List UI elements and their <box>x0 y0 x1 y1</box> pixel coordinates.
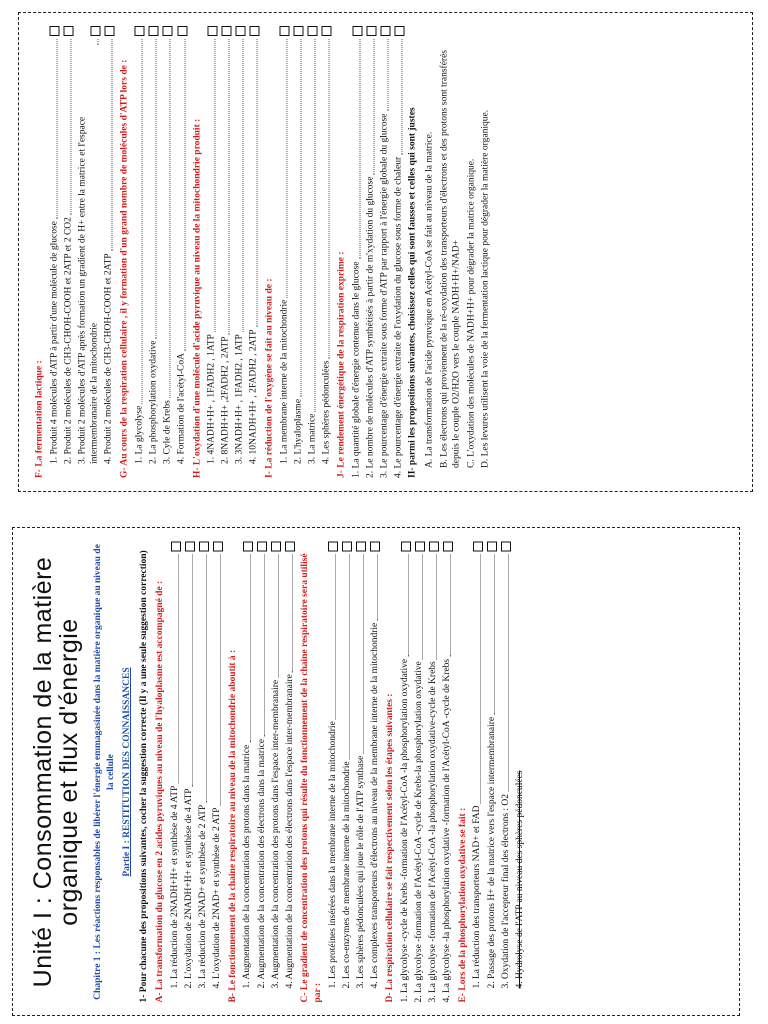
question-option <box>471 541 484 1002</box>
option-text: 1. Augmentation de la concentration des protons dans la matrice <box>242 744 253 988</box>
option-text: 2. Passage des protons H+ de la matrice vers l'espace intermembranaire <box>486 716 497 988</box>
section-i <box>263 26 332 478</box>
question-option <box>161 26 174 478</box>
part2-title: II- parmi les propositions suivantes, choisissez celles qui sont fausses et celles qui sont justes <box>407 107 418 478</box>
question-option <box>278 26 291 478</box>
question-option <box>392 26 405 478</box>
question-option <box>292 26 305 478</box>
section-title: G- Au cours de la respiration cellulaire , il y formation d'un grand nombre de molécules d'ATP lors de : <box>119 59 130 478</box>
answer-checkbox[interactable] <box>366 26 376 36</box>
option-text: 3. Cyle de Krebs <box>161 400 172 464</box>
question-option <box>413 541 426 1002</box>
dotted-leader <box>408 554 409 656</box>
question-option <box>486 541 499 1002</box>
question-option <box>320 26 333 478</box>
answer-checkbox[interactable] <box>257 541 267 551</box>
dotted-leader <box>250 554 251 742</box>
option-text: 1. La réduction de 2NADH+H+ et synthèse de 4 ATP <box>169 785 180 988</box>
left-page-content <box>18 533 734 1010</box>
dotted-leader <box>286 39 287 298</box>
answer-checkbox[interactable] <box>249 26 259 36</box>
dotted-leader <box>480 554 481 803</box>
question-option <box>441 541 454 1002</box>
right-page <box>18 12 753 492</box>
section-title: E- Lors de la phosphorylation oxydative se fait : <box>457 807 468 1002</box>
option-text: 3. La matrice <box>306 413 317 464</box>
section-g <box>118 26 187 478</box>
answer-checkbox[interactable] <box>221 26 231 36</box>
question-option <box>500 541 513 1002</box>
question-option <box>197 541 210 1002</box>
dotted-leader <box>377 554 378 620</box>
answer-checkbox[interactable] <box>401 541 411 551</box>
dotted-leader <box>494 554 495 714</box>
answer-checkbox[interactable] <box>134 26 144 36</box>
dotted-leader <box>214 39 215 332</box>
question-option <box>355 541 368 1002</box>
section-d <box>384 541 453 1002</box>
statement: A. La transformation de l'acide pyruvique en Acétyl-CoA se fait au niveau de la matrice. <box>424 131 435 468</box>
option-text: 4. Produit 2 molécules de CH3-CHOH-COOH et 2ATP <box>103 253 114 464</box>
question-option <box>284 541 297 1002</box>
answer-checkbox[interactable] <box>185 541 195 551</box>
dotted-leader <box>206 554 207 802</box>
answer-checkbox[interactable] <box>370 541 380 551</box>
dotted-leader <box>70 39 71 215</box>
question-option <box>256 541 269 1002</box>
answer-checkbox[interactable] <box>328 541 338 551</box>
dotted-leader <box>422 554 423 659</box>
option-text: 4. 10NADH+H+ , 2FADH2 , 2ATP <box>248 329 259 464</box>
section-e <box>457 541 526 1002</box>
answer-checkbox[interactable] <box>90 26 100 36</box>
right-page-content <box>24 18 747 486</box>
part-title: Partie I : RESTITUTION DES CONNAISSANCES <box>122 666 133 877</box>
option-text: 4. Formation de l'acétyl-CoA <box>175 353 186 464</box>
dotted-leader <box>349 554 350 759</box>
question-option <box>169 541 182 1002</box>
dotted-leader <box>169 39 170 398</box>
question-option <box>427 541 440 1002</box>
option-text: 2. L'oxydation de 2NADH+H+ et synthèse de 4 ATP <box>184 787 195 988</box>
option-text: 4. La glycolyse -la phosphorylation oxydative -formation de l'Acétyl-CoA -cycle de Krebs <box>442 658 453 1002</box>
answer-checkbox[interactable] <box>49 26 59 36</box>
answer-checkbox[interactable] <box>207 26 217 36</box>
option-text: 1. La membrane interne de la mitochondrie <box>278 299 289 464</box>
question-option <box>133 26 146 478</box>
answer-checkbox[interactable] <box>394 26 404 36</box>
answer-checkbox[interactable] <box>213 541 223 551</box>
question-option <box>175 26 188 478</box>
dotted-leader <box>300 39 301 397</box>
question-option <box>233 26 246 478</box>
answer-checkbox[interactable] <box>63 26 73 36</box>
answer-checkbox[interactable] <box>352 26 362 36</box>
answer-checkbox[interactable] <box>243 541 253 551</box>
section-a <box>154 541 223 1002</box>
section-title: D- La respiration cellulaire se fait respectivement selon les étapes suivantes : <box>385 693 396 1002</box>
answer-checkbox[interactable] <box>271 541 281 551</box>
option-text: 1. La quantité globale d'énergie contenue dans le glucose <box>351 261 362 478</box>
question-option <box>147 26 160 478</box>
dotted-leader <box>278 554 279 677</box>
option-text: 2. La phosphorylation oxydative <box>147 340 158 464</box>
dotted-leader <box>314 39 315 412</box>
question-option <box>62 26 75 478</box>
question-option <box>270 541 283 1002</box>
option-text: 3. La glycolyse -formation de l'Acétyl-CoA -la phosphorylation oxydative-cycle de Krebs <box>428 660 439 1002</box>
section-h <box>191 26 260 478</box>
answer-checkbox[interactable] <box>171 541 181 551</box>
option-text: 1. Les protéines insérées dans la membrane interne de la mitochondrie <box>327 720 338 988</box>
answer-checkbox[interactable] <box>443 541 453 551</box>
question-option <box>369 541 382 1002</box>
question-option <box>306 26 319 478</box>
dotted-leader <box>111 39 112 251</box>
dotted-leader <box>242 39 243 332</box>
option-text: 2. Les co-enzymes de membrane interne de la mitochondrie <box>341 760 352 988</box>
dotted-leader <box>192 554 193 786</box>
dotted-leader <box>363 554 364 753</box>
answer-checkbox[interactable] <box>487 541 497 551</box>
option-text: 1. Produit 4 molécules d'ATP à partir d'une molécule de glucose <box>48 221 59 464</box>
dotted-leader <box>335 554 336 719</box>
section-title: C- Le gradient de concentration des protons qui résulte du fonctionnement de la chaine respiratoire sera utilisé par : <box>300 552 323 1002</box>
option-text: 3. Produit 2 molécules d'ATP après formation un gradient de H+ entre la matrice et l'espace intermembranaire de la mitochondrie <box>76 116 100 464</box>
dotted-leader <box>264 554 265 736</box>
part-2 <box>406 26 492 478</box>
dotted-leader <box>178 554 179 783</box>
answer-checkbox[interactable] <box>162 26 172 36</box>
question-option <box>205 26 218 478</box>
statement: B. Les électrons qui proviennent de la ré-oxydation des transporteurs d'électrons et des protons sont transférés depuis le couple O2/H2O vers le couple NADH+H+/NAD+ <box>438 49 462 468</box>
dotted-leader <box>97 39 98 45</box>
answer-checkbox[interactable] <box>235 26 245 36</box>
answer-checkbox[interactable] <box>415 541 425 551</box>
answer-checkbox[interactable] <box>342 541 352 551</box>
option-text: 1. La glycolyse -cycle de Krebs -formation de l'Acétyl-CoA -la phosphorylation oxydative <box>399 658 410 1002</box>
option-text: 1. 4NADH+H+ , 1FADH2 , 1ATP <box>206 334 217 464</box>
dotted-leader <box>508 554 509 791</box>
option-text: 2. La glycolyse -formation de l'Acétyl-CoA -cycle de Krebs-la phosphorylation oxydative <box>414 660 425 1002</box>
dotted-leader <box>373 39 374 175</box>
option-text: 1. La glycolyse <box>133 405 144 464</box>
option-text: 3. Le pourcentage d'énergie extraite sous forme d'ATP par rapport à l'énergie globale du glucose <box>379 113 390 478</box>
option-text: 1. La réduction des transporteurs NAD+ et FAD <box>472 804 483 988</box>
option-text: 3. La réduction de 2NAD+ et synthèse de 2 ATP <box>198 804 209 988</box>
option-text: 3. Les sphères pédonculées qui joue le rôle de l'ATP synthase <box>355 755 366 988</box>
option-text: 2. Augmentation de la concentration des électrons dans la matrice <box>256 738 267 988</box>
statement: C. L'oxydation des molécules de NADH+H+ pour dégrader la matrice organique. <box>465 158 476 468</box>
option-text: 4. Les complexes transporteurs d'électrons au niveau de la membrane interne de la mitochondrie <box>369 622 380 988</box>
section-title: I- La réduction de l'oxygène se fait au niveau de : <box>264 278 274 478</box>
section-b <box>227 541 296 1002</box>
dotted-leader <box>328 39 329 359</box>
question-option <box>241 541 254 1002</box>
dotted-leader <box>155 39 156 339</box>
option-text: 2. Produit 2 molécules de CH3-CHOH-COOH et 2ATP et 2 CO2 <box>62 217 73 464</box>
option-text: 4. Augmentation de la concentration des électrons dans l'espace inter-membranaire <box>284 673 295 988</box>
section-title: A- La transformation du glucose en 2 acides pyruviques au niveau de l'hyaloplasme est accompagné de : <box>155 580 166 1002</box>
section-title: B- Le fonctionnement de la chaine respiratoire au niveau de la mitochondrie aboutit à : <box>227 649 238 1002</box>
option-text: 3. Augmentation de la concentration des protons dans l'espace inter-membranaire <box>270 679 281 988</box>
answer-checkbox[interactable] <box>104 26 114 36</box>
dotted-leader <box>401 39 402 155</box>
dotted-leader <box>184 39 185 351</box>
statement: D. Les levures utilisent la voie de la fermentation lactique pour dégrader la matière organique. <box>480 109 491 468</box>
answer-checkbox[interactable] <box>307 26 317 36</box>
option-text: 4. Le pourcentage d'énergie extraite de l'oxydation du glucose sous forme de chaleur <box>393 156 404 478</box>
dotted-leader <box>141 39 142 404</box>
answer-checkbox[interactable] <box>293 26 303 36</box>
dotted-leader <box>387 39 388 111</box>
section-title: J- Le rendement énergétique de la respiration exprime : <box>336 251 347 478</box>
question-option <box>514 541 527 1002</box>
question-option <box>183 541 196 1002</box>
answer-checkbox[interactable] <box>356 541 366 551</box>
option-text: 2. L'hyaloplasme <box>292 398 303 464</box>
option-text: 2. 8NADH+H+ ,2FADH2 , 2ATP <box>220 336 231 464</box>
section-title: H- L'oxydation d'une molécule d'acide pyruvique au niveau de la mitochondrie produit : <box>191 118 202 478</box>
dotted-leader <box>436 554 437 659</box>
answer-checkbox[interactable] <box>380 26 390 36</box>
answer-checkbox[interactable] <box>429 541 439 551</box>
question-option <box>364 26 377 478</box>
option-text: 3. 3NADH+H+ , 1FADH2 , 1ATP <box>234 334 245 464</box>
answer-checkbox[interactable] <box>199 541 209 551</box>
dotted-leader <box>450 554 451 656</box>
dotted-leader <box>256 39 257 327</box>
question-option <box>48 26 61 478</box>
section-c <box>299 541 381 1002</box>
left-page <box>12 527 740 1016</box>
dotted-leader <box>359 39 360 259</box>
answer-checkbox[interactable] <box>321 26 331 36</box>
dotted-leader <box>56 39 57 219</box>
answer-checkbox[interactable] <box>279 26 289 36</box>
question-option <box>76 26 101 478</box>
answer-checkbox[interactable] <box>285 541 295 551</box>
section-title: F- La fermentation lactique : <box>34 360 44 478</box>
answer-checkbox[interactable] <box>148 26 158 36</box>
dotted-leader <box>220 554 221 805</box>
question-option <box>247 26 260 478</box>
instruction: 1- Pour chacune des propositions suivantes, cocher la suggestion correcte (Il y a une seule suggestion correction) <box>138 549 149 1002</box>
question-option <box>219 26 232 478</box>
question-option <box>327 541 340 1002</box>
option-text: 4. Hydrolyse de l'ATP au niveau des sphères pédonculées <box>514 770 525 988</box>
option-text: 4. Les sphères pédonculées <box>320 360 331 464</box>
option-text: 4. L'oxydation de 2NAD+ et synthèse de 2 ATP <box>212 807 223 988</box>
answer-checkbox[interactable] <box>501 541 511 551</box>
section-f <box>33 26 115 478</box>
option-text: 2. Le nombre de molécules d'ATP synthétisés à partir de m'xydation du glucose <box>365 176 376 478</box>
dotted-leader <box>292 554 293 672</box>
question-option <box>399 541 412 1002</box>
question-option <box>341 541 354 1002</box>
option-text: 3. Oxydation de l'accepteur final des électrons : O2 <box>500 793 511 988</box>
dotted-leader <box>228 39 229 335</box>
question-option <box>211 541 224 1002</box>
answer-checkbox[interactable] <box>177 26 187 36</box>
question-option <box>102 26 115 478</box>
unit-title: Unité I : Consommation de la matière organique et flux d'énergie <box>29 556 83 987</box>
question-option <box>378 26 391 478</box>
section-j <box>335 26 404 478</box>
answer-checkbox[interactable] <box>473 541 483 551</box>
chapter-title: Chapitre 1 : Les réactions responsables de libérer l'énergie emmagasinée dans la matière organique au niveau de la cellule <box>93 543 116 1000</box>
question-option <box>350 26 363 478</box>
